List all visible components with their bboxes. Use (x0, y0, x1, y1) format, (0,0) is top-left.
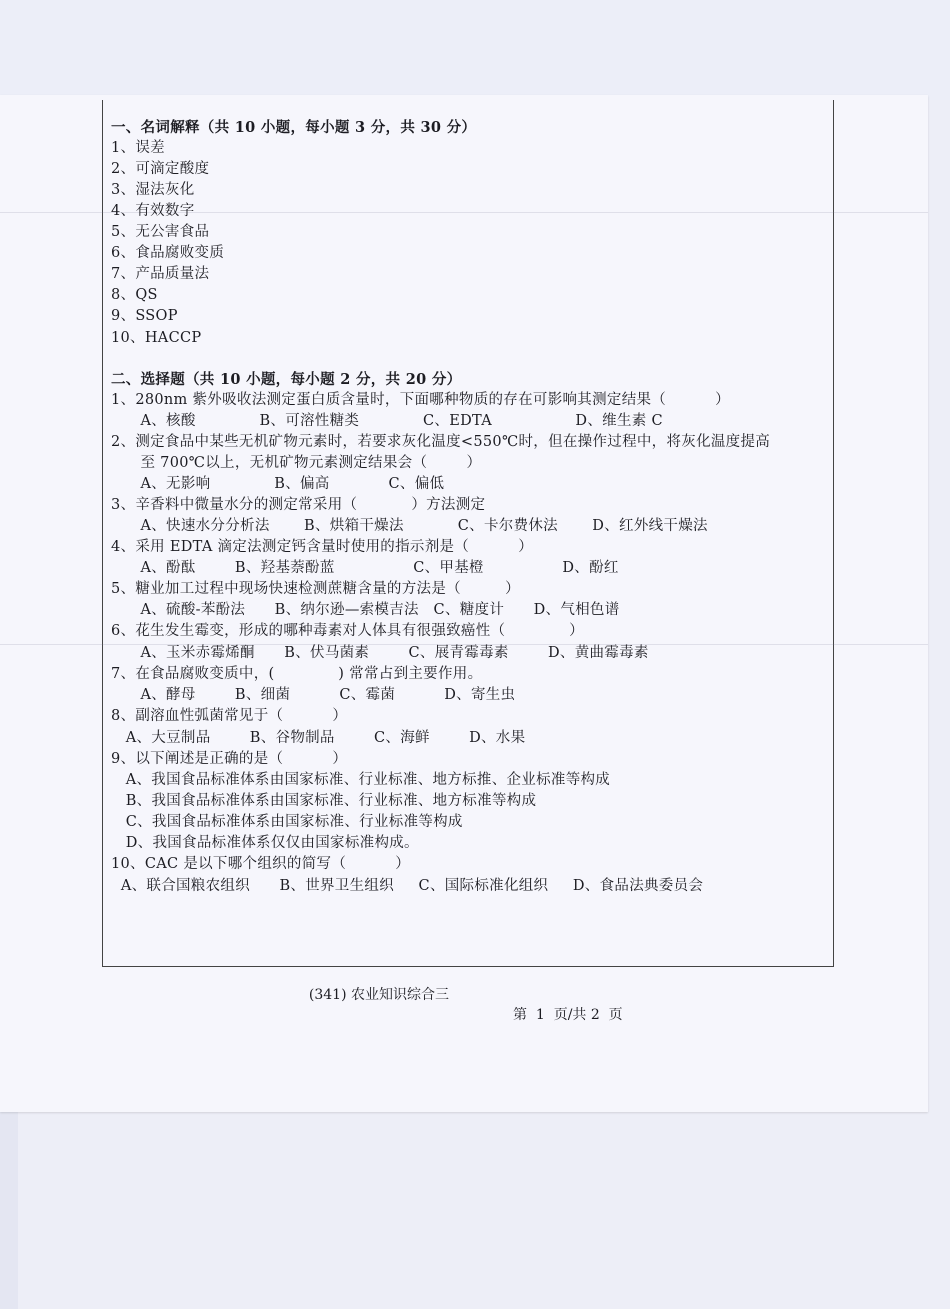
term-item: 2、可滴定酸度 (111, 161, 210, 177)
option-line: A、联合国粮农组织 B、世界卫生组织 C、国际标准化组织 D、食品法典委员会 (111, 878, 704, 894)
option-line: A、大豆制品 B、谷物制品 C、海鲜 D、水果 (111, 730, 526, 746)
page-footer (300, 968, 623, 1023)
option-line: A、酚酞 B、羟基萘酚蓝 C、甲基橙 D、酚红 (111, 560, 619, 576)
footer-subject: (341) 农业知识综合三 (308, 987, 450, 1003)
term-item: 7、产品质量法 (111, 266, 210, 282)
question-line: 8、副溶血性弧菌常见于（ ） (111, 708, 348, 724)
section1-heading: 一、名词解释（共 10 小题，每小题 3 分，共 30 分） (111, 119, 477, 136)
question-line: 5、糖业加工过程中现场快速检测蔗糖含量的方法是（ ） (111, 581, 520, 597)
option-line: A、硫酸-苯酚法 B、纳尔逊—索模吉法 C、糖度计 D、气相色谱 (111, 602, 620, 618)
option-line: B、我国食品标准体系由国家标准、行业标准、地方标准等构成 (111, 793, 537, 809)
section2-heading: 二、选择题（共 10 小题，每小题 2 分，共 20 分） (111, 371, 462, 388)
option-line: A、我国食品标准体系由国家标准、行业标准、地方标推、企业标准等构成 (111, 772, 611, 788)
question-line: 1、280nm 紫外吸收法测定蛋白质含量时，下面哪种物质的存在可影响其测定结果（ ） (111, 392, 730, 408)
term-item: 4、有效数字 (111, 203, 195, 219)
option-line: A、无影响 B、偏高 C、偏低 (111, 476, 445, 492)
term-item: 9、SSOP (111, 308, 178, 324)
option-line: A、玉米赤霉烯酮 B、伏马菌素 C、展青霉毒素 D、黄曲霉毒素 (111, 645, 649, 661)
question-line: 6、花生发生霉变，形成的哪种毒素对人体具有很强致癌性（ ） (111, 623, 584, 639)
question-line: 2、测定食品中某些无机矿物元素时，若要求灰化温度<550℃时，但在操作过程中，将灰化温度提高 (111, 434, 771, 450)
term-item: 8、QS (111, 287, 158, 303)
question-line: 9、以下阐述是正确的是（ ） (111, 751, 348, 767)
term-item: 1、误差 (111, 140, 165, 156)
option-line: D、我国食品标准体系仅仅由国家标准构成。 (111, 835, 419, 851)
term-item: 5、无公害食品 (111, 224, 210, 240)
top-sheet (0, 0, 950, 100)
question-line: 3、辛香料中微量水分的测定常采用（ ）方法测定 (111, 497, 486, 513)
option-line: C、我国食品标准体系由国家标准、行业标准等构成 (111, 814, 463, 830)
question-line: 至 700℃以上，无机矿物元素测定结果会（ ） (111, 455, 482, 471)
term-item: 6、食品腐败变质 (111, 245, 225, 261)
term-item: 3、湿法灰化 (111, 182, 195, 198)
option-line: A、快速水分分析法 B、烘箱干燥法 C、卡尔费休法 D、红外线干燥法 (111, 518, 708, 534)
question-line: 4、采用 EDTA 滴定法测定钙含量时使用的指示剂是（ ） (111, 539, 533, 555)
footer-page-number: 第 1 页/共 2 页 (513, 1007, 623, 1023)
option-line: A、核酸 B、可溶性糖类 C、EDTA D、维生素 C (111, 413, 663, 429)
question-line: 7、在食品腐败变质中，( ) 常常占到主要作用。 (111, 666, 483, 682)
option-line: A、酵母 B、细菌 C、霉菌 D、寄生虫 (111, 687, 516, 703)
question-line: 10、CAC 是以下哪个组织的简写（ ） (111, 856, 411, 872)
term-item: 10、HACCP (111, 330, 202, 346)
